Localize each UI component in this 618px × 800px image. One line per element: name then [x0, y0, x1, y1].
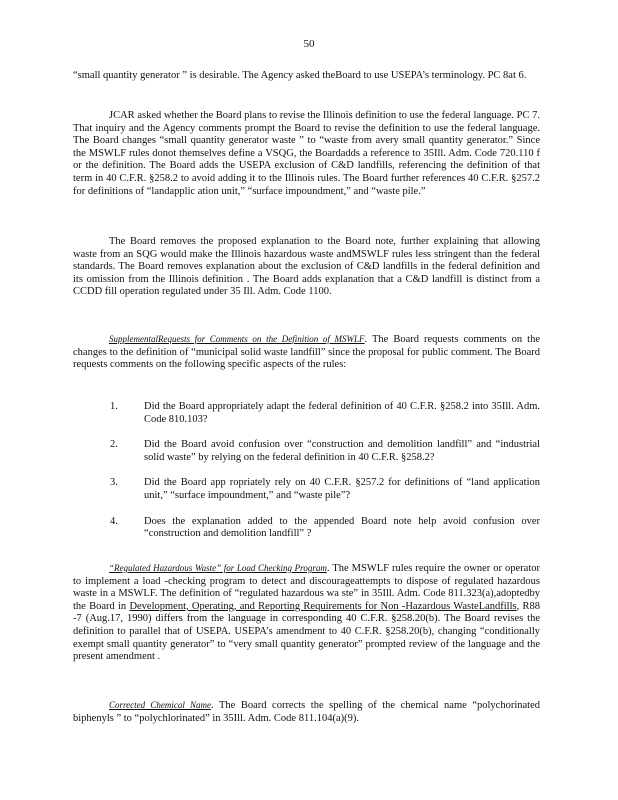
load-checking-section — [73, 562, 540, 664]
page-number: 50 — [303, 38, 315, 50]
load-checking-citation: Development, Operating, and Reporting Requirements for Non -Hazardous WasteLandfills — [129, 600, 517, 612]
list-item — [73, 477, 540, 502]
list-item — [73, 401, 540, 426]
jcar-text: JCAR asked whether the Board plans to revise the Illinois definition to use the federal language. PC 7. That inquiry and the Agency comments prompt the Board to revise the definition to use the federal language. The Board changes “small quantity generator waste ” to “waste from avery small quantity generator.” Since the MSWLF rules donot themselves define a VSQG, the Boardadds a reference to 35Ill. Adm. Code 720.110 f or the definition. The Board adds the USEPA exclusion of C&D landfills, referencing the definition of that term in 40 C.F.R. §258.2 to avoid adding it to the Illinois rules. The Board further references 40 C.F.R. §257.2 for definitions of “landapplic ation unit,” “surface impoundment,” and “waste pile.” — [73, 110, 540, 197]
list-item-text: Does the explanation added to the appended Board note help avoid confusion over “construction and demolition landfill” ? — [144, 515, 540, 540]
comments-section — [73, 333, 540, 372]
load-checking-text-after: , R88 -7 (Aug.17, 1990) differs from the language in corresponding 40 C.F.R. §258.20(b). The Board revises the definition to parallel that of USEPA. USEPA’s amendment to 40 C.F.R. §258.20(b), changing “conditionally exempt small quantity generator” to “very small quantity generator” prompted review of the language and the present amendment . — [73, 600, 540, 663]
list-item-text: Did the Board appropriately adapt the federal definition of 40 C.F.R. §258.2 into 35Ill. Adm. Code 810.103? — [144, 401, 540, 425]
questions-list — [73, 401, 540, 541]
chemical-paragraph — [73, 699, 540, 725]
removal-text: The Board removes the proposed explanation to the Board note, further explaining that allowing waste from an SQG would make the Illinois hazardous waste andMSWLF rules less stringent than the federal standards. The Board removes explanation about the exclusion of C&D landfills in the federal definition and its omission from the Illinois definition . The Board adds explanation that a C&D landfill is distinct from a CCDD fill operation regulated under 35 Ill. Adm. Code 1100. — [73, 236, 540, 298]
comments-heading: SupplementalRequests for Comments on the Definition of MSWLF — [109, 334, 365, 344]
removal-paragraph — [73, 236, 540, 299]
questions-list-container — [73, 401, 540, 554]
load-checking-paragraph — [73, 562, 540, 664]
list-item-number: 1. — [110, 401, 118, 412]
list-item — [73, 516, 540, 541]
load-checking-text-before: . The MSWLF rules require the owner or operator to implement a load -checking program to detect and discourageattempts to dispose of regulated hazardous waste in a MSWLF. The definition of “regulated hazardous wa ste” in 35Ill. Adm. Code 811.323(a),adoptedby the Board in — [73, 563, 540, 612]
chemical-text: . The Board corrects the spelling of the chemical name “polychorinated biphenyls ” to “polychlorinated” in 35Ill. Adm. Code 811.104(a)(9). — [73, 700, 540, 724]
list-item-number: 4. — [110, 515, 118, 527]
load-checking-heading: “Regulated Hazardous Waste” for Load Checking Program — [109, 563, 327, 573]
list-item — [73, 439, 540, 464]
jcar-paragraph — [73, 110, 540, 198]
list-item-number: 2. — [110, 439, 118, 451]
intro-paragraph — [73, 70, 540, 83]
intro-text: “small quantity generator ” is desirable. The Agency asked theBoard to use USEPA’s terminology. PC 8at 6. — [73, 70, 527, 81]
list-item-text: Did the Board avoid confusion over “construction and demolition landfill” and “industrial solid waste” by relying on the federal definition in 40 C.F.R. §258.2? — [144, 439, 540, 463]
chemical-heading: Corrected Chemical Name — [109, 700, 211, 710]
list-item-text: Did the Board app ropriately rely on 40 C.F.R. §257.2 for definitions of “land application unit,” “surface impoundment,” and “waste pile”? — [144, 477, 540, 501]
comments-paragraph — [73, 333, 540, 372]
comments-text: . The Board requests comments on the changes to the definition of “municipal solid waste landfill” since the proposal for public comment. The Board requests comments on the following specific aspects of the rules: — [73, 334, 540, 371]
list-item-number: 3. — [110, 477, 118, 489]
chemical-section — [73, 699, 540, 725]
